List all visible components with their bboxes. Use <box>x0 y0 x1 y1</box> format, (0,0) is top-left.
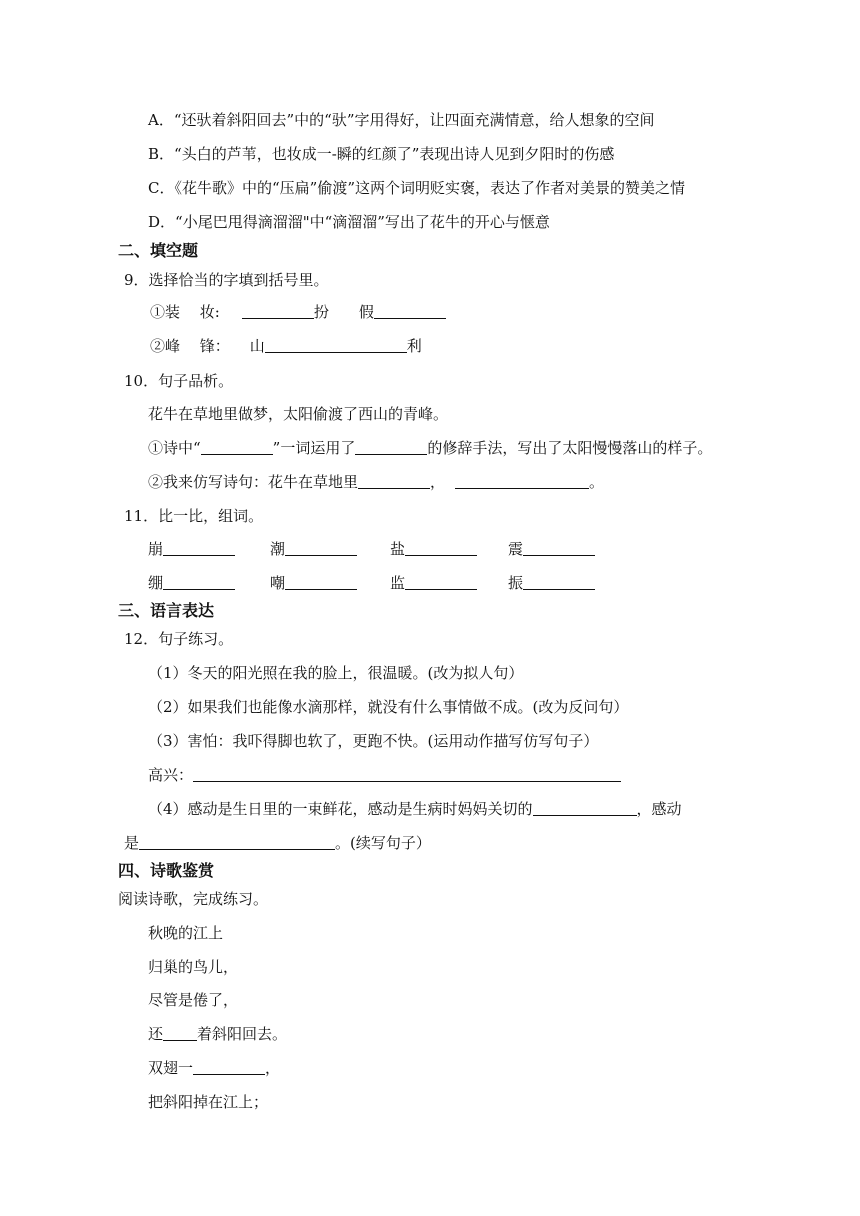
q10-subquestion-2 <box>148 472 604 492</box>
q10-s2-text-c: 。 <box>589 473 605 491</box>
q11-row-2 <box>148 573 595 593</box>
poem-line-2: 尽管是倦了， <box>148 991 239 1009</box>
poem-line-3 <box>148 1024 287 1044</box>
q12-part-3: （3）害怕：我吓得脚也软了，更跑不快。(运用动作描写仿写句子） <box>148 732 599 750</box>
q12-part-3-answer <box>148 765 621 785</box>
q10-blank-4[interactable] <box>455 472 589 489</box>
q11-char: 绷 <box>148 574 164 592</box>
q10-blank-3[interactable] <box>358 472 430 489</box>
q9-row2-word-1: 山 <box>249 337 265 355</box>
poem-line-5: 把斜阳掉在江上； <box>148 1093 269 1111</box>
q10-s2-text-a: ②我来仿写诗句：花牛在草地里 <box>148 473 359 491</box>
q11-char: 监 <box>390 574 406 592</box>
q9-row1-label: ①装 妆: <box>150 303 220 321</box>
q12-blank-2[interactable] <box>533 799 637 816</box>
question-9-row-2 <box>150 336 422 356</box>
question-9-row-1 <box>150 302 446 322</box>
q12-blank-3[interactable] <box>139 833 335 850</box>
poem-title: 秋晚的江上 <box>148 924 224 942</box>
q11-blank[interactable] <box>405 539 477 556</box>
poem-l3-text-b: 着斜阳回去。 <box>197 1025 288 1043</box>
q11-row-1 <box>148 539 595 559</box>
q11-char: 震 <box>508 540 524 558</box>
poem-line-4 <box>148 1058 280 1078</box>
question-11-stem: 11．比一比，组词。 <box>124 507 264 525</box>
choice-c: C．《花牛歌》中的“压扁”偷渡”这两个词明贬实褒，表达了作者对美景的赞美之情 <box>148 179 685 197</box>
q9-row2-label: ②峰 锋： <box>150 337 230 355</box>
q11-char: 嘲 <box>270 574 286 592</box>
q12-part-4 <box>148 799 682 819</box>
q9-row2-word-2: 利 <box>406 337 422 355</box>
q11-blank[interactable] <box>405 573 477 590</box>
section-heading-fill-blank: 二、填空题 <box>118 241 199 260</box>
q9-blank-1[interactable] <box>242 302 314 319</box>
poem-l3-text-a: 还 <box>148 1025 164 1043</box>
q12-p4-text-b: ，感动 <box>636 800 682 818</box>
q12-p3-answer-label: 高兴： <box>148 766 194 784</box>
q12-part-1: （1）冬天的阳光照在我的脸上，很温暖。(改为拟人句） <box>148 664 524 682</box>
section-heading-poetry: 四、诗歌鉴赏 <box>118 861 215 880</box>
q10-blank-2[interactable] <box>355 438 427 455</box>
poem-blank-1[interactable] <box>163 1024 197 1041</box>
poem-intro: 阅读诗歌，完成练习。 <box>118 890 269 908</box>
poem-l4-text-b: ， <box>265 1059 281 1077</box>
q12-part-2: （2）如果我们也能像水滴那样，就没有什么事情做不成。(改为反问句） <box>148 698 629 716</box>
q12-p4-text-a: （4）感动是生日里的一束鲜花，感动是生病时妈妈关切的 <box>148 800 533 818</box>
section-heading-language-expression: 三、语言表达 <box>118 601 215 620</box>
q11-char: 盐 <box>390 540 406 558</box>
choice-d: D．“小尾巴甩得滴溜溜"中“滴溜溜”写出了花牛的开心与惬意 <box>148 213 550 231</box>
q11-blank[interactable] <box>285 573 357 590</box>
q12-p4-text-d: 。(续写句子） <box>335 834 431 852</box>
q11-blank[interactable] <box>285 539 357 556</box>
poem-blank-2[interactable] <box>193 1058 265 1075</box>
poem-l4-text-a: 双翅一 <box>148 1059 194 1077</box>
q10-subquestion-1 <box>148 438 712 458</box>
q11-char: 振 <box>508 574 524 592</box>
q9-blank-2[interactable] <box>374 302 446 319</box>
poem-line-1: 归巢的鸟儿， <box>148 958 239 976</box>
q9-row1-word-1: 扮 <box>313 303 329 321</box>
q10-s2-text-b: ， <box>430 473 446 491</box>
q10-s1-text-a: ①诗中“ <box>148 439 201 457</box>
q10-blank-1[interactable] <box>201 438 273 455</box>
q11-char: 潮 <box>270 540 286 558</box>
question-9-stem: 9．选择恰当的字填到括号里。 <box>124 271 329 289</box>
choice-a: A．“还驮着斜阳回去”中的“驮”字用得好，让四面充满情意，给人想象的空间 <box>148 111 655 129</box>
q10-s1-text-b: ”一词运用了 <box>272 439 356 457</box>
q12-part-4-continued <box>124 833 431 853</box>
q10-sentence: 花牛在草地里做梦，太阳偷渡了西山的青峰。 <box>148 405 449 423</box>
q11-blank[interactable] <box>163 539 235 556</box>
q10-s1-text-c: 的修辞手法，写出了太阳慢慢落山的样子。 <box>427 439 713 457</box>
q12-blank-1[interactable] <box>193 765 621 782</box>
q9-blank-3[interactable] <box>265 336 407 353</box>
question-10-stem: 10．句子品析。 <box>124 372 234 390</box>
q12-p4-text-c: 是 <box>124 834 140 852</box>
choice-b: B．“头白的芦苇，也妆成一-瞬的红颜了”表现出诗人见到夕阳时的伤感 <box>148 145 615 163</box>
question-12-stem: 12．句子练习。 <box>124 630 234 648</box>
q11-blank[interactable] <box>163 573 235 590</box>
q11-blank[interactable] <box>523 539 595 556</box>
q9-row1-word-2: 假 <box>358 303 374 321</box>
q11-char: 崩 <box>148 540 164 558</box>
q11-blank[interactable] <box>523 573 595 590</box>
